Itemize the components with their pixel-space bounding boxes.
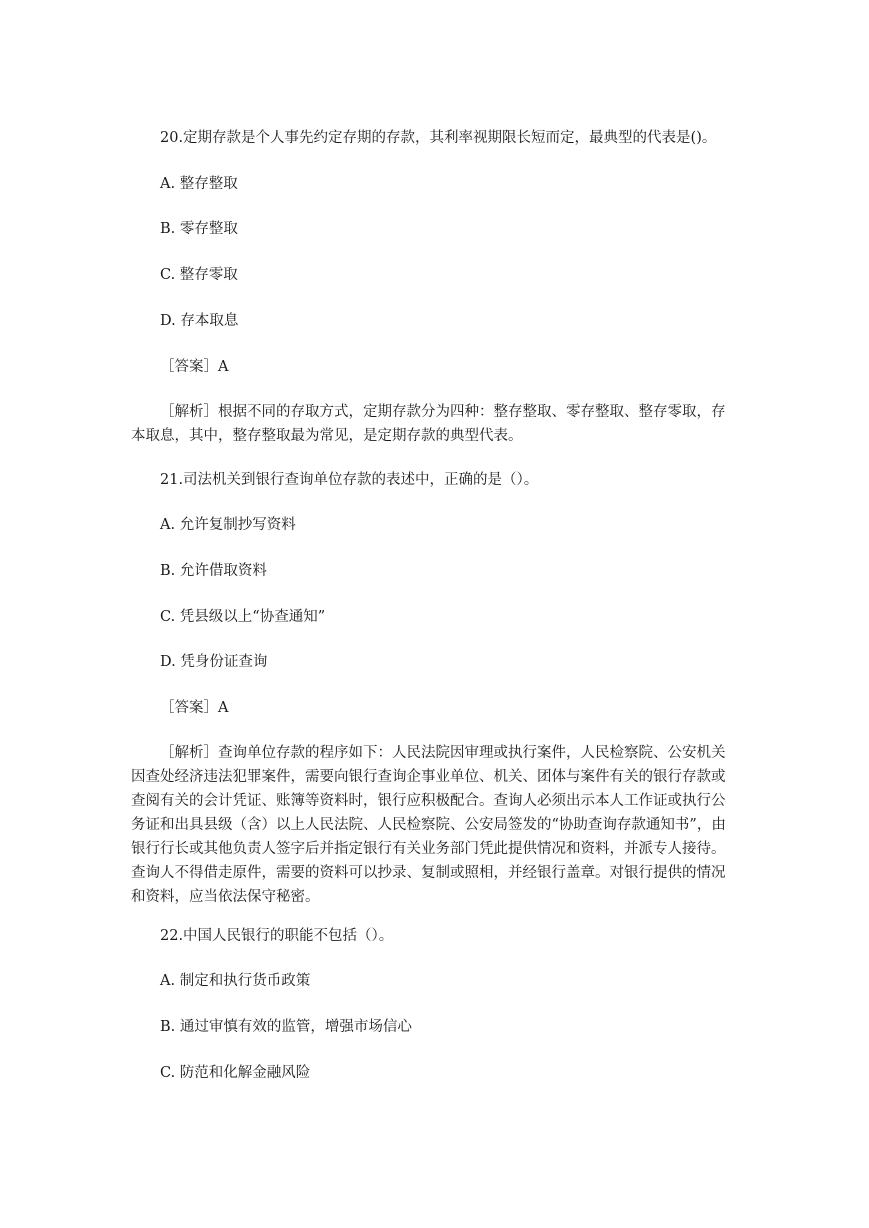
- question-20-analysis: ［解析］根据不同的存取方式，定期存款分为四种：整存整取、零存整取、整存零取，存本取息，其中，整存整取最为常见，是定期存款的典型代表。: [131, 404, 726, 444]
- question-21-option-a: A. 允许复制抄写资料: [160, 517, 296, 533]
- question-20-option-b: B. 零存整取: [160, 221, 238, 237]
- question-22-stem: 22.中国人民银行的职能不包括（）。: [160, 928, 394, 944]
- question-21-answer: ［答案］A: [160, 700, 229, 716]
- question-22-option-b: B. 通过审慎有效的监管，增强市场信心: [160, 1019, 412, 1035]
- question-20-stem: 20.定期存款是个人事先约定存期的存款，其利率视期限长短而定，最典型的代表是()。: [160, 130, 717, 146]
- question-21-option-c: C. 凭县级以上“协查通知”: [160, 609, 326, 625]
- question-20-option-c: C. 整存零取: [160, 267, 238, 283]
- question-21-analysis: ［解析］查询单位存款的程序如下：人民法院因审理或执行案件，人民检察院、公安机关因查处经济违法犯罪案件，需要向银行查询企事业单位、机关、团体与案件有关的银行存款或查阅有关的会计凭证、账簿等资料时，银行应积极配合。查询人必须出示本人工作证或执行公务证和出具县级（含）以上人民法院、人民检察院、公安局签发的“协助查询存款通知书”，由银行行长或其他负责人签字后并指定银行有关业务部门凭此提供情况和资料，并派专人接待。查询人不得借走原件，需要的资料可以抄录、复制或照相，并经银行盖章。对银行提供的情况和资料，应当依法保守秘密。: [131, 745, 726, 905]
- question-20-answer: ［答案］A: [160, 359, 229, 375]
- question-21-option-b: B. 允许借取资料: [160, 563, 267, 579]
- question-20-option-d: D. 存本取息: [160, 313, 239, 329]
- question-20-option-a: A. 整存整取: [160, 176, 238, 192]
- question-22-option-c: C. 防范和化解金融风险: [160, 1065, 311, 1081]
- question-21-stem: 21.司法机关到银行查询单位存款的表述中，正确的是（）。: [160, 472, 539, 488]
- question-21-option-d: D. 凭身份证查询: [160, 654, 268, 670]
- question-22-option-a: A. 制定和执行货币政策: [160, 973, 311, 989]
